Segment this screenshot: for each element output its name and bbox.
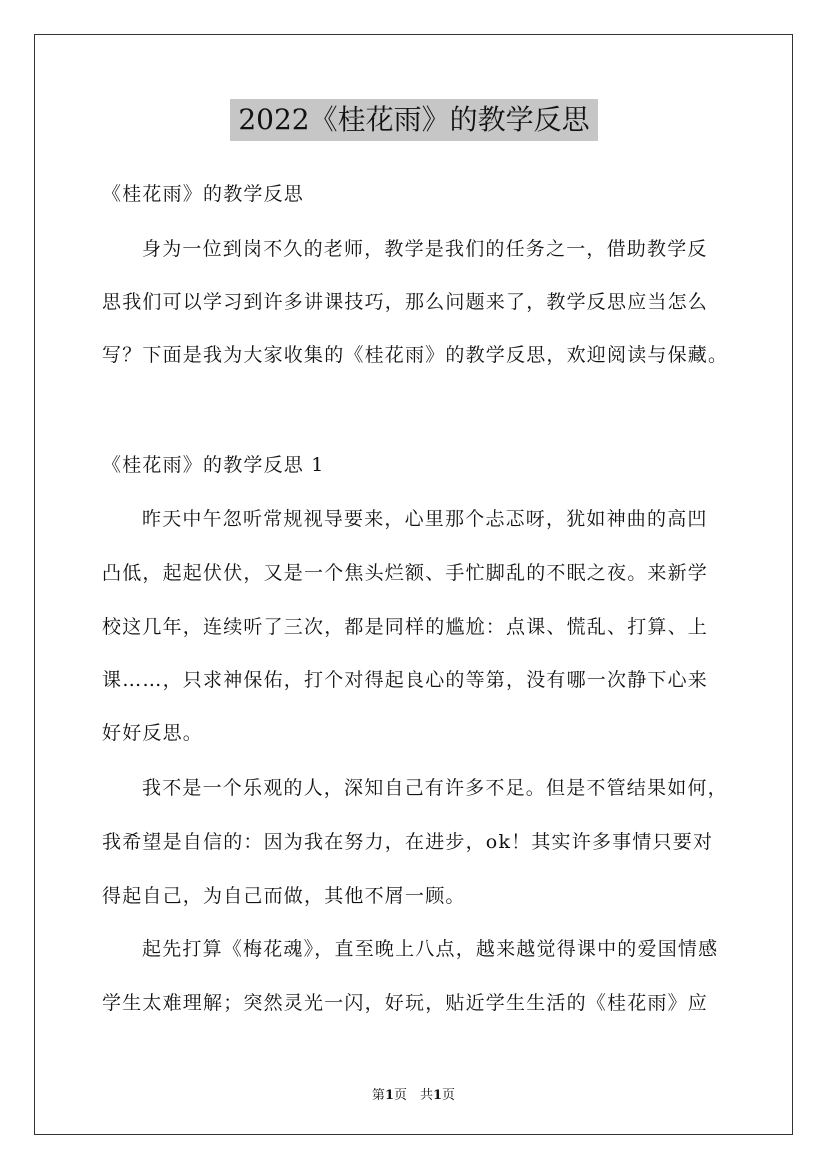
- footer-mid: 页 共: [393, 1088, 433, 1103]
- paragraph-line: 我希望是自信的：因为我在努力，在进步，ok！其实许多事情只要对: [102, 831, 714, 853]
- paragraph-line: 好好反思。: [102, 722, 204, 744]
- paragraph-line: 起先打算《梅花魂》，直至晚上八点，越来越觉得课中的爱国情感: [142, 938, 719, 960]
- footer-prefix: 第: [371, 1088, 385, 1103]
- paragraph-line: 得起自己，为自己而做，其他不屑一顾。: [102, 885, 466, 907]
- paragraph-line: 昨天中午忽听常规视导要来，心里那个忐忑呀，犹如神曲的高凹: [142, 508, 708, 530]
- section-heading: 《桂花雨》的教学反思 1: [102, 454, 325, 476]
- paragraph-line: 学生太难理解；突然灵光一闪，好玩，贴近学生生活的《桂花雨》应: [102, 992, 709, 1014]
- paragraph-line: 写？下面是我为大家收集的《桂花雨》的教学反思，欢迎阅读与保藏。: [102, 344, 729, 366]
- paragraph-line: 凸低，起起伏伏，又是一个焦头烂额、手忙脚乱的不眠之夜。来新学: [102, 562, 709, 584]
- footer-page-number: 1: [384, 1088, 394, 1103]
- paragraph-line: 校这几年，连续听了三次，都是同样的尴尬：点课、慌乱、打算、上: [102, 616, 709, 638]
- paragraph-line: 我不是一个乐观的人，深知自己有许多不足。但是不管结果如何，: [142, 777, 728, 799]
- footer-suffix: 页: [442, 1088, 456, 1103]
- paragraph-line: 课……，只求神保佑，打个对得起良心的等第，没有哪一次静下心来: [102, 669, 709, 691]
- section-heading: 《桂花雨》的教学反思: [102, 183, 305, 205]
- page-footer: [0, 1084, 827, 1103]
- paragraph-line: 思我们可以学习到许多讲课技巧，那么问题来了，教学反思应当怎么: [102, 291, 709, 313]
- document-title: 2022《桂花雨》的教学反思: [230, 99, 598, 141]
- footer-page-total: 1: [433, 1088, 443, 1103]
- paragraph-line: 身为一位到岗不久的老师，教学是我们的任务之一，借助教学反: [142, 238, 708, 260]
